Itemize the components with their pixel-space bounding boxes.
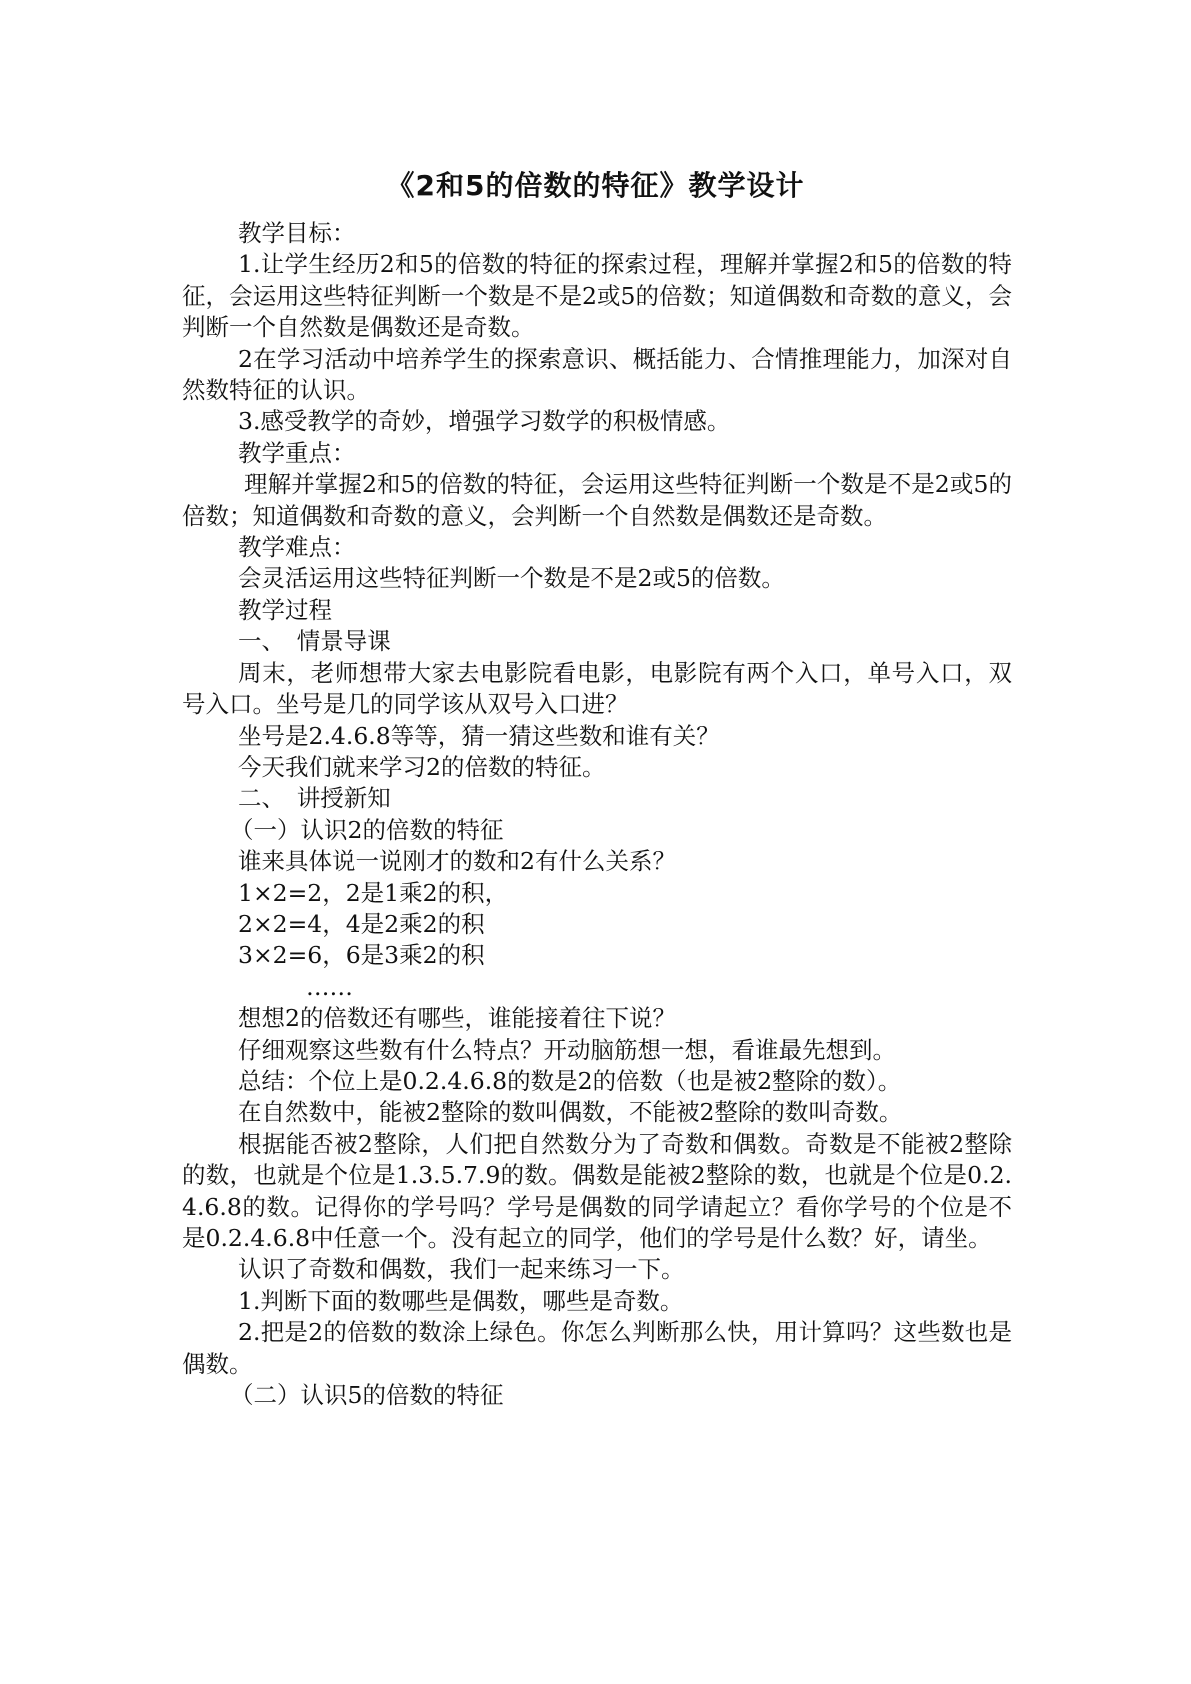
paragraph-question-relation: 谁来具体说一说刚才的数和2有什么关系？ <box>238 847 676 876</box>
paragraph-practice-2: 2.把是2的倍数的数涂上绿色。你怎么判断那么快，用计算吗？这些数也是偶数。 <box>182 1318 1012 1378</box>
document-body <box>182 218 1012 1411</box>
paragraph-equation-1: 1×2=2，2是1乘2的积， <box>238 878 509 907</box>
paragraph-subsection-1-heading: （一）认识2的倍数的特征 <box>230 815 504 844</box>
paragraph-intro-topic: 今天我们就来学习2的倍数的特征。 <box>238 752 606 781</box>
paragraph-section-1-heading: 一、 情景导课 <box>238 627 391 656</box>
paragraph-objective-1: 1.让学生经历2和5的倍数的特征的探索过程，理解并掌握2和5的倍数的特征，会运用这些特征判断一个数是不是2或5的倍数；知道偶数和奇数的意义，会判断一个自然数是偶数还是奇数。 <box>182 250 1012 342</box>
paragraph-objective-3: 3.感受教学的奇妙，增强学习数学的积极情感。 <box>238 407 731 436</box>
paragraph-even-odd-explanation: 根据能否被2整除，人们把自然数分为了奇数和偶数。奇数是不能被2整除的数，也就是个位是1.3.5.7.9的数。偶数是能被2整除的数，也就是个位是0.2.4.6.8的数。记得你的学号吗？学号是偶数的同学请起立？看你学号的个位是不是0.2.4.6.8中任意一个。没有起立的同学，他们的学号是什么数？好，请坐。 <box>182 1129 1012 1252</box>
paragraph-even-odd-definition: 在自然数中，能被2整除的数叫偶数，不能被2整除的数叫奇数。 <box>238 1098 903 1127</box>
paragraph-difficulty-heading: 教学难点： <box>238 533 356 562</box>
paragraph-section-2-heading: 二、 讲授新知 <box>238 784 391 813</box>
paragraph-ellipsis: …… <box>306 972 353 1001</box>
paragraph-practice-intro: 认识了奇数和偶数，我们一起来练习一下。 <box>238 1255 685 1284</box>
paragraph-key-points-heading: 教学重点： <box>238 438 356 467</box>
paragraph-process-heading: 教学过程 <box>238 595 332 624</box>
paragraph-question-observe: 仔细观察这些数有什么特点？开动脑筋想一想，看谁最先想到。 <box>238 1035 896 1064</box>
paragraph-key-points: 理解并掌握2和5的倍数的特征，会运用这些特征判断一个数是不是2或5的倍数；知道偶数和奇数的意义，会判断一个自然数是偶数还是奇数。 <box>182 470 1012 530</box>
paragraph-practice-1: 1.判断下面的数哪些是偶数，哪些是奇数。 <box>238 1286 684 1315</box>
paragraph-equation-2: 2×2=4，4是2乘2的积 <box>238 909 485 938</box>
paragraph-intro-scenario: 周末，老师想带大家去电影院看电影，电影院有两个入口，单号入口，双号入口。坐号是几的同学该从双号入口进？ <box>182 658 1012 719</box>
paragraph-summary: 总结：个位上是0.2.4.6.8的数是2的倍数（也是被2整除的数）。 <box>238 1066 902 1095</box>
paragraph-question-more: 想想2的倍数还有哪些，谁能接着往下说？ <box>238 1004 676 1033</box>
paragraph-difficulty: 会灵活运用这些特征判断一个数是不是2或5的倍数。 <box>238 564 785 593</box>
paragraph-subsection-2-heading: （二）认识5的倍数的特征 <box>230 1381 504 1410</box>
paragraph-intro-guess: 坐号是2.4.6.8等等，猜一猜这些数和谁有关？ <box>238 721 720 750</box>
paragraph-equation-3: 3×2=6，6是3乘2的积 <box>238 941 485 970</box>
document-title: 《2和5的倍数的特征》教学设计 <box>386 169 805 202</box>
paragraph-objectives-heading: 教学目标： <box>238 219 356 247</box>
paragraph-objective-2: 2在学习活动中培养学生的探索意识、概括能力、合情推理能力，加深对自然数特征的认识。 <box>182 344 1012 405</box>
